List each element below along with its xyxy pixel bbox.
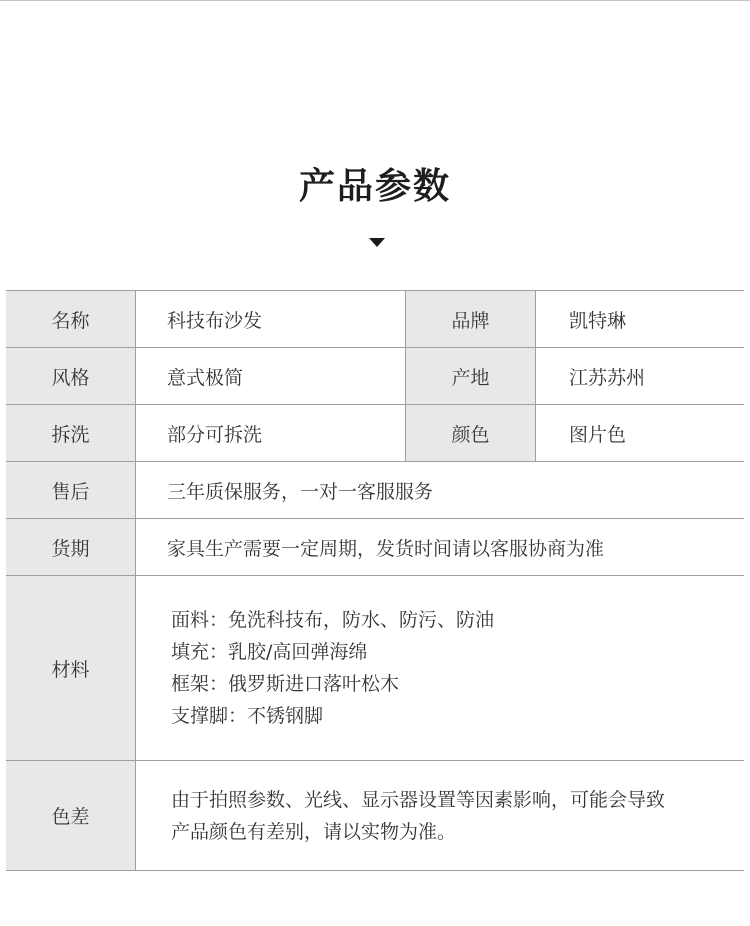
table-row (6, 405, 744, 462)
table-row (6, 519, 744, 576)
material-line: 支撑脚：不锈钢脚 (171, 705, 324, 727)
top-divider (0, 0, 750, 1)
material-line: 框架：俄罗斯进口落叶松木 (171, 673, 400, 695)
table-row (6, 291, 744, 348)
value-color: 图片色 (569, 423, 627, 446)
table-row (6, 761, 744, 871)
label-color: 颜色 (406, 405, 536, 461)
value-color-difference (136, 761, 744, 870)
label-brand: 品牌 (406, 291, 536, 347)
value-name: 科技布沙发 (136, 291, 406, 347)
color-difference-line: 由于拍照参数、光线、显示器设置等因素影响，可能会导致 (171, 788, 666, 811)
value-delivery: 家具生产需要一定周期，发货时间请以客服协商为准 (167, 537, 605, 560)
label-washing: 拆洗 (6, 405, 136, 461)
table-row (6, 348, 744, 405)
value-material (136, 576, 744, 760)
down-arrow-icon (369, 238, 385, 247)
value-after-sales: 三年质保服务，一对一客服服务 (167, 480, 434, 503)
label-origin: 产地 (406, 348, 536, 404)
material-line: 填充：乳胶/高回弹海绵 (171, 641, 368, 663)
label-name: 名称 (6, 291, 136, 347)
spec-table (6, 290, 744, 871)
value-washing: 部分可拆洗 (136, 405, 406, 461)
page-title: 产品参数 (298, 166, 451, 207)
table-row (6, 462, 744, 519)
label-delivery: 货期 (6, 519, 136, 575)
label-style: 风格 (6, 348, 136, 404)
label-material: 材料 (6, 576, 136, 760)
value-brand: 凯特琳 (569, 309, 627, 332)
label-color-difference: 色差 (6, 761, 136, 870)
value-style: 意式极简 (136, 348, 406, 404)
material-line: 面料：免洗科技布，防水、防污、防油 (171, 609, 495, 631)
value-origin: 江苏苏州 (569, 366, 646, 389)
table-row (6, 576, 744, 761)
color-difference-line: 产品颜色有差别，请以实物为准。 (171, 820, 457, 843)
label-after-sales: 售后 (6, 462, 136, 518)
